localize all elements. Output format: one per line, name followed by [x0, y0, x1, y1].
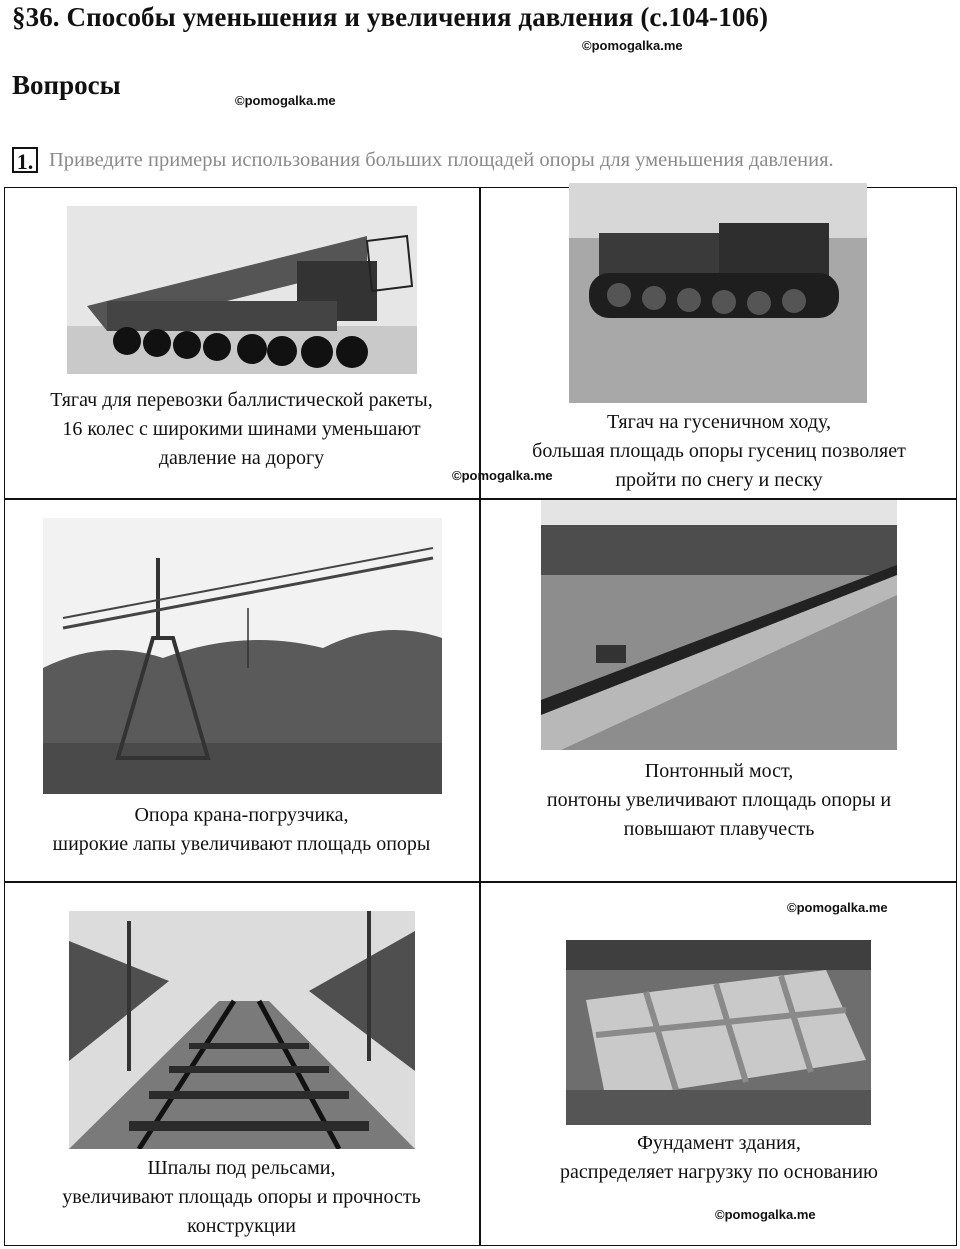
missile-carrier-photo	[67, 206, 417, 374]
caption-pontoon-bridge: Понтонный мост, понтоны увеличивают площадь опоры и повышают плавучесть	[546, 760, 892, 840]
page-title: §36. Способы уменьшения и увеличения давления (с.104-106)	[12, 2, 769, 32]
question-number: 1.	[12, 147, 38, 173]
watermark: ©pomogalka.me	[452, 468, 553, 483]
watermark: ©pomogalka.me	[787, 900, 888, 915]
caption-foundation: Фундамент здания, распределяет нагрузку по основанию	[560, 1132, 878, 1183]
watermark: ©pomogalka.me	[715, 1207, 816, 1222]
caption-railway-sleepers: Шпалы под рельсами, увеличивают площадь опоры и прочность конструкции	[62, 1157, 421, 1237]
table-divider	[479, 187, 481, 1246]
question-text: Приведите примеры использования больших площадей опоры для уменьшения давления.	[49, 149, 834, 171]
table-divider	[4, 881, 957, 883]
watermark: ©pomogalka.me	[235, 93, 336, 108]
tracked-vehicle-photo	[569, 183, 867, 403]
crane-photo	[43, 518, 442, 794]
pontoon-bridge-photo	[541, 500, 897, 750]
caption-crane: Опора крана-погрузчика, широкие лапы увеличивают площадь опоры	[52, 804, 431, 855]
caption-missile-carrier: Тягач для перевозки баллистической ракеты, 16 колес с широкими шинами уменьшают давление на дорогу	[50, 389, 433, 469]
foundation-photo	[566, 940, 871, 1125]
caption-tracked-vehicle: Тягач на гусеничном ходу, большая площадь опоры гусениц позволяет пройти по снегу и песку	[532, 411, 906, 491]
watermark: ©pomogalka.me	[582, 38, 683, 53]
section-heading: Вопросы	[12, 70, 121, 100]
railway-sleepers-photo	[69, 911, 415, 1149]
